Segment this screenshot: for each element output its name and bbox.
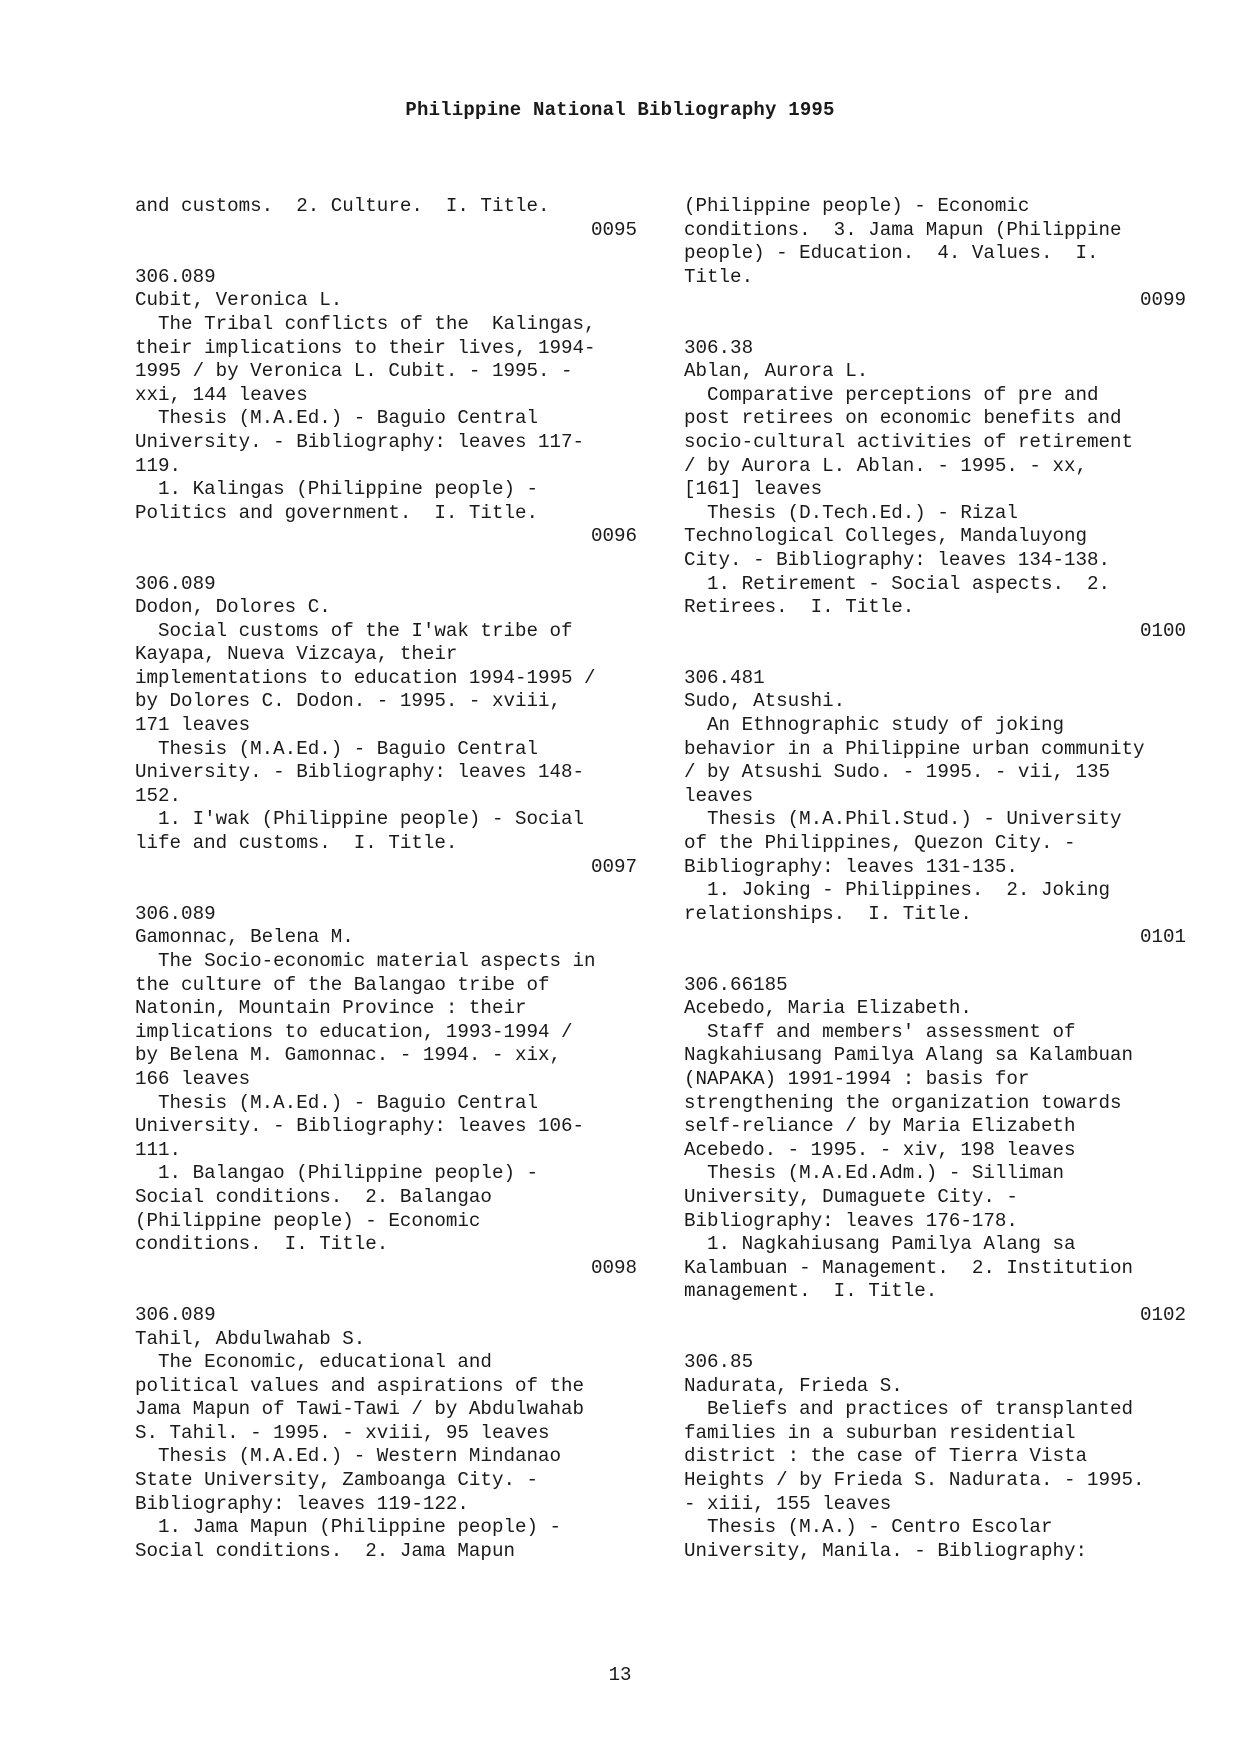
call-number: 306.089 — [135, 572, 216, 595]
entry-text-line: Title. — [684, 265, 754, 288]
entry-text-line: 166 leaves — [135, 1067, 251, 1090]
entry-text-line: xxi, 144 leaves — [135, 383, 308, 406]
blank-line — [135, 549, 637, 573]
left-column — [135, 195, 637, 1563]
entry-text-line: The Socio-economic material aspects in — [135, 950, 596, 972]
blank-line — [684, 313, 1186, 337]
entry-text-line: 152. — [135, 784, 182, 807]
entry-text-line: people) - Education. 4. Values. I. — [684, 242, 1099, 265]
entry-text-line: Acebedo. - 1995. - xiv, 198 leaves — [684, 1138, 1076, 1161]
entry-text-line: Social conditions. 2. Balangao — [135, 1185, 492, 1208]
entry-text-line: self-reliance / by Maria Elizabeth — [684, 1115, 1076, 1138]
entry-text-line: Ablan, Aurora L. — [684, 360, 869, 383]
entry-text-line: Natonin, Mountain Province : their — [135, 997, 527, 1020]
entry-text-line: families in a suburban residential — [684, 1421, 1076, 1444]
entry-text-line: post retirees on economic benefits and — [684, 407, 1122, 430]
entry-text-line: 1995 / by Veronica L. Cubit. - 1995. - — [135, 360, 573, 383]
blank-line — [684, 950, 1186, 974]
entry-text-line: Bibliography: leaves 176-178. — [684, 1209, 1018, 1232]
entry-text-line: 111. — [135, 1138, 182, 1161]
entry-text-line: The Economic, educational and — [135, 1351, 492, 1374]
entry-text-line: Bibliography: leaves 131-135. — [684, 855, 1018, 878]
call-number: 306.089 — [135, 265, 216, 288]
entry-number: 0095 — [590, 218, 637, 241]
blank-line — [135, 1280, 637, 1304]
entry-text-line: Kalambuan - Management. 2. Institution — [684, 1256, 1134, 1279]
entry-text-line: S. Tahil. - 1995. - xviii, 95 leaves — [135, 1421, 550, 1444]
entry-text-line: Staff and members' assessment of — [684, 1020, 1076, 1043]
entry-text-line: their implications to their lives, 1994- — [135, 336, 596, 359]
entry-text-line: implementations to education 1994-1995 / — [135, 666, 596, 689]
entry-text-line: University. - Bibliography: leaves 117- — [135, 430, 585, 453]
entry-text-line: Thesis (M.A.Ed.) - Baguio Central — [135, 737, 539, 760]
entry-text-line: life and customs. I. Title. — [135, 832, 458, 855]
entry-text-line: [161] leaves — [684, 478, 823, 501]
entry-text-line: Cubit, Veronica L. — [135, 289, 343, 312]
call-number: 306.38 — [684, 336, 754, 359]
entry-text-line: University. - Bibliography: leaves 106- — [135, 1115, 585, 1138]
entry-text-line: Nadurata, Frieda S. — [684, 1374, 903, 1397]
entry-text-line: Thesis (M.A.Ed.) - Baguio Central — [135, 1091, 539, 1114]
entry-text-line: by Dolores C. Dodon. - 1995. - xviii, — [135, 690, 562, 713]
entry-number: 0100 — [1139, 619, 1186, 642]
entry-text-line: Dodon, Dolores C. — [135, 596, 331, 619]
entry-text-line: 1. Balangao (Philippine people) - — [135, 1162, 539, 1185]
entry-number: 0101 — [1139, 926, 1186, 949]
entry-text-line: Retirees. I. Title. — [684, 596, 915, 619]
entry-text-line: Beliefs and practices of transplanted — [684, 1398, 1134, 1421]
entry-text-line: Politics and government. I. Title. — [135, 501, 539, 524]
entry-text-line: 1. Nagkahiusang Pamilya Alang sa — [684, 1233, 1076, 1256]
blank-line — [135, 242, 637, 266]
entry-text-line: University, Dumaguete City. - — [684, 1185, 1018, 1208]
entry-text-line: Tahil, Abdulwahab S. — [135, 1327, 366, 1350]
entry-text-line: Comparative perceptions of pre and — [684, 383, 1099, 406]
entry-text-line: Thesis (M.A.Ed.) - Western Mindanao — [135, 1445, 562, 1468]
entry-text-line: political values and aspirations of the — [135, 1374, 585, 1397]
right-column — [684, 195, 1186, 1563]
entry-text-line: / by Aurora L. Ablan. - 1995. - xx, — [684, 454, 1088, 477]
entry-text-line: (Philippine people) - Economic — [684, 195, 1030, 217]
entry-text-line: 1. Jama Mapun (Philippine people) - — [135, 1516, 562, 1539]
call-number: 306.089 — [135, 1303, 216, 1326]
entry-number: 0096 — [590, 525, 637, 548]
entry-text-line: City. - Bibliography: leaves 134-138. — [684, 548, 1111, 571]
entry-text-line: / by Atsushi Sudo. - 1995. - vii, 135 — [684, 761, 1111, 784]
entry-text-line: implications to education, 1993-1994 / — [135, 1020, 573, 1043]
entry-text-line: the culture of the Balangao tribe of — [135, 973, 550, 996]
entry-text-line: - xiii, 155 leaves — [684, 1492, 892, 1515]
call-number: 306.85 — [684, 1351, 754, 1374]
page-title: Philippine National Bibliography 1995 — [405, 99, 835, 121]
blank-line — [135, 879, 637, 903]
entry-text-line: Thesis (M.A.Ed.Adm.) - Silliman — [684, 1162, 1064, 1185]
entry-text-line: 171 leaves — [135, 714, 251, 737]
entry-text-line: An Ethnographic study of joking — [684, 714, 1064, 737]
entry-text-line: leaves — [684, 784, 754, 807]
entry-text-line: 119. — [135, 454, 182, 477]
entry-text-line: The Tribal conflicts of the Kalingas, — [135, 312, 596, 335]
entry-text-line: State University, Zamboanga City. - — [135, 1469, 539, 1492]
entry-text-line: strengthening the organization towards — [684, 1091, 1122, 1114]
entry-number: 0098 — [590, 1256, 637, 1279]
entry-text-line: University, Manila. - Bibliography: — [684, 1539, 1088, 1562]
entry-text-line: socio-cultural activities of retirement — [684, 430, 1134, 453]
entry-text-line: by Belena M. Gamonnac. - 1994. - xix, — [135, 1044, 562, 1067]
page-number: 13 — [608, 1664, 632, 1686]
entry-text-line: Thesis (M.A.Phil.Stud.) - University — [684, 808, 1122, 831]
entry-text-line: 1. I'wak (Philippine people) - Social — [135, 808, 585, 831]
entry-text-line: 1. Kalingas (Philippine people) - — [135, 478, 539, 501]
entry-text-line: Nagkahiusang Pamilya Alang sa Kalambuan — [684, 1044, 1134, 1067]
entry-number: 0097 — [590, 855, 637, 878]
entry-text-line: of the Philippines, Quezon City. - — [684, 832, 1076, 855]
entry-text-line: and customs. 2. Culture. I. Title. — [135, 195, 550, 217]
entry-text-line: Social customs of the I'wak tribe of — [135, 619, 573, 642]
entry-text-line: Sudo, Atsushi. — [684, 690, 846, 713]
entry-text-line: district : the case of Tierra Vista — [684, 1445, 1088, 1468]
entry-text-line: Social conditions. 2. Jama Mapun — [135, 1539, 515, 1562]
entry-text-line: Heights / by Frieda S. Nadurata. - 1995. — [684, 1469, 1145, 1492]
entry-text-line: Thesis (M.A.) - Centro Escolar — [684, 1516, 1053, 1539]
entry-text-line: Thesis (M.A.Ed.) - Baguio Central — [135, 407, 539, 430]
blank-line — [684, 643, 1186, 667]
entry-text-line: Jama Mapun of Tawi-Tawi / by Abdulwahab — [135, 1398, 585, 1421]
entry-text-line: Gamonnac, Belena M. — [135, 926, 354, 949]
entry-text-line: (NAPAKA) 1991-1994 : basis for — [684, 1067, 1030, 1090]
entry-text-line: behavior in a Philippine urban community — [684, 737, 1145, 760]
entry-text-line: Technological Colleges, Mandaluyong — [684, 525, 1088, 548]
call-number: 306.481 — [684, 666, 765, 689]
entry-text-line: 1. Retirement - Social aspects. 2. — [684, 572, 1111, 595]
entry-text-line: 1. Joking - Philippines. 2. Joking — [684, 879, 1111, 902]
entry-text-line: Acebedo, Maria Elizabeth. — [684, 997, 972, 1020]
entry-text-line: conditions. I. Title. — [135, 1233, 389, 1256]
call-number: 306.66185 — [684, 973, 788, 996]
entry-text-line: Kayapa, Nueva Vizcaya, their — [135, 643, 458, 666]
entry-text-line: Thesis (D.Tech.Ed.) - Rizal — [684, 501, 1018, 524]
entry-text-line: management. I. Title. — [684, 1280, 938, 1303]
entry-text-line: conditions. 3. Jama Mapun (Philippine — [684, 218, 1122, 241]
entry-text-line: Bibliography: leaves 119-122. — [135, 1492, 469, 1515]
entry-number: 0099 — [1139, 289, 1186, 312]
call-number: 306.089 — [135, 902, 216, 925]
entry-number: 0102 — [1139, 1303, 1186, 1326]
entry-text-line: University. - Bibliography: leaves 148- — [135, 761, 585, 784]
blank-line — [684, 1328, 1186, 1352]
entry-text-line: relationships. I. Title. — [684, 902, 972, 925]
entry-text-line: (Philippine people) - Economic — [135, 1209, 481, 1232]
